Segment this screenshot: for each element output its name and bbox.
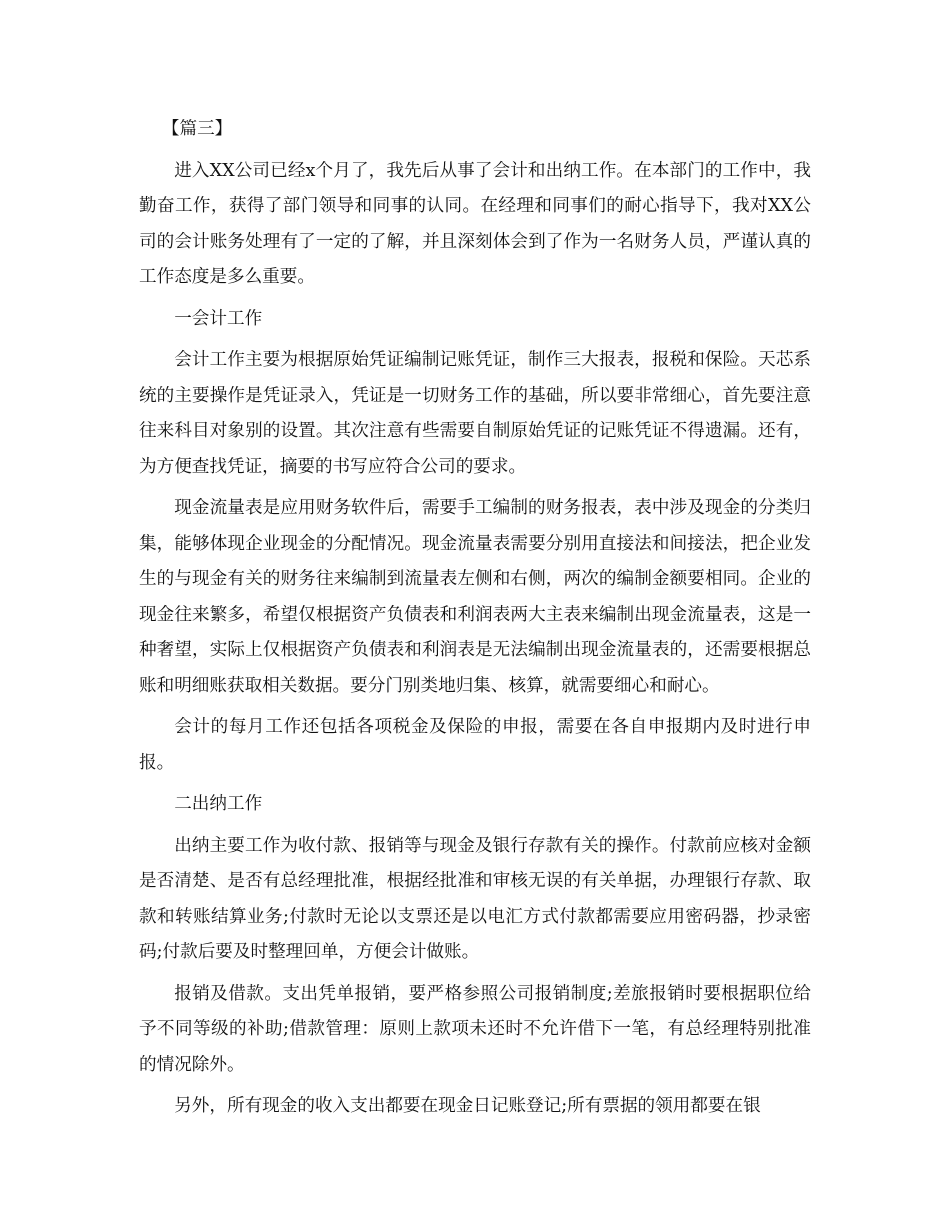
heading-accounting-work: 一会计工作: [174, 308, 263, 329]
paragraph-tax-declaration: 会计的每月工作还包括各项税金及保险的申报，需要在各自申报期内及时进行申报。: [139, 717, 811, 773]
paragraph-cash-flow-statement: 现金流量表是应用财务软件后，需要手工编制的财务报表，表中涉及现金的分类归集，能够体现企业现金的分配情况。现金流量表需要分别用直接法和间接法，把企业发生的与现金有关的财务往来编制到流量表左侧和右侧，两次的编制金额要相同。企业的现金往来繁多，希望仅根据资产负债表和利润表两大主表来编制出现金流量表，这是一种奢望，实际上仅根据资产负债表和利润表是无法编制出现金流量表的，还需要根据总账和明细账获取相关数据。要分门别类地归集、核算，就需要细心和耐心。: [139, 498, 811, 696]
paragraph-cash-journal: 另外，所有现金的收入支出都要在现金日记账登记;所有票据的领用都要在银: [174, 1096, 761, 1116]
document-page: [139, 112, 811, 1131]
paragraph-cashier-duties: 出纳主要工作为收付款、报销等与现金及银行存款有关的操作。付款前应核对金额是否清楚、是否有总经理批准，根据经批准和审核无误的有关单据，办理银行存款、取款和转账结算业务;付款时无论以支票还是以电汇方式付款都需要应用密码器，抄录密码;付款后要及时整理回单，方便会计做账。: [139, 835, 811, 962]
paragraph-reimbursement-loans: 报销及借款。支出凭单报销，要严格参照公司报销制度;差旅报销时要根据职位给予不同等级的补助;借款管理：原则上款项未还时不允许借下一笔，有总经理特别批准的情况除外。: [139, 983, 811, 1075]
paragraph-intro: 进入XX公司已经x个月了，我先后从事了会计和出纳工作。在本部门的工作中，我勤奋工作，获得了部门领导和同事的认同。在经理和同事们的耐心指导下，我对XX公司的会计账务处理有了一定的了解，并且深刻体会到了作为一名财务人员，严谨认真的工作态度是多么重要。: [139, 160, 811, 287]
heading-cashier-work: 二出纳工作: [174, 794, 263, 814]
section-title: 【篇三】: [161, 119, 233, 139]
paragraph-accounting-duties: 会计工作主要为根据原始凭证编制记账凭证，制作三大报表，报税和保险。天芯系统的主要操作是凭证录入，凭证是一切财务工作的基础，所以要非常细心，首先要注意往来科目对象别的设置。其次注意有些需要自制原始凭证的记账凭证不得遗漏。还有，为方便查找凭证，摘要的书写应符合公司的要求。: [139, 350, 811, 477]
